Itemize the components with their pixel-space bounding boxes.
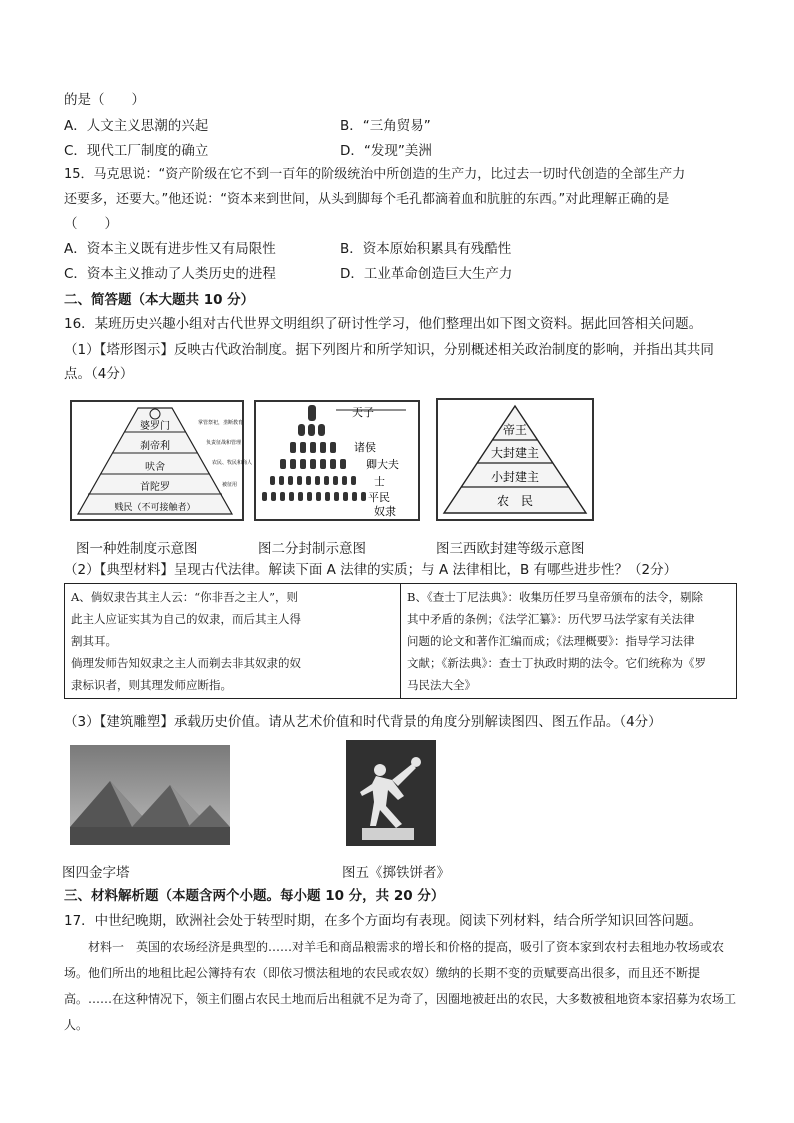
figure5-caption: 图五《掷铁饼者》 xyxy=(342,865,450,881)
caste-level-1: 婆罗门 xyxy=(140,421,170,432)
law-b-cell xyxy=(401,584,737,699)
q17-intro: 17．中世纪晚期，欧洲社会处于转型时期，在多个方面均有表现。阅读下列材料，结合所学知识回答问题。 xyxy=(64,913,703,929)
material-1: 材料一 英国的农场经济是典型的……对羊毛和商品粮需求的增长和价格的提高，吸引了资本家到农村去租地办牧场或农场。他们所出的地租比起公簿持有农（即依习惯法租地的农民或农奴）缴纳的长期不变的贡赋要高出很多，而且还不断提高。……在这种情况下，领主们圈占农民土地而后出租就不足为奇了，因圈地被赶出的农民，大多数被租地资本家招募为农场工人。 xyxy=(64,940,737,1032)
enfeoffment-label-4: 士 xyxy=(374,475,385,488)
enfeoffment-label-1: 天子 xyxy=(352,406,374,419)
caste-duty-1: 掌管祭祀，垄断教育 xyxy=(198,420,244,426)
law-a-cell xyxy=(65,584,401,699)
hierarchy-level-2: 大封建主 xyxy=(490,446,540,460)
q16-part2: （2）【典型材料】呈现古代法律。解读下面 A 法律的实质；与 A 法律相比，B 有哪些进步性？（2分） xyxy=(64,562,678,578)
figure1-caption: 图一种姓制度示意图 xyxy=(76,541,198,557)
law-b-line: 文献；《新法典》：查士丁执政时期的法令。它们统称为《罗 xyxy=(407,656,706,670)
q16-part3: （3）【建筑雕塑】承载历史价值。请从艺术价值和时代背景的角度分别解读图四、图五作品。（4分） xyxy=(64,714,662,730)
figure2-caption: 图二分封制示意图 xyxy=(258,541,366,557)
q14-option-d: D．“发现”美洲 xyxy=(340,143,432,159)
q15-line1: 15．马克思说：“资产阶级在它不到一百年的阶级统治中所创造的生产力，比过去一切时代创造的全部生产力 xyxy=(64,167,686,182)
caste-level-3: 吠舍 xyxy=(145,462,165,473)
q15-line3: （ ） xyxy=(64,216,118,232)
law-b-line: 问题的论文和著作汇编而成；《法理概要》：指导学习法律 xyxy=(407,634,695,648)
q15-option-a: A．资本主义既有进步性又有局限性 xyxy=(64,241,276,257)
enfeoffment-svg xyxy=(256,402,418,519)
caste-duty-4: 被征用 xyxy=(222,482,238,488)
hierarchy-level-4: 农 民 xyxy=(496,494,534,508)
hierarchy-level-1: 帝王 xyxy=(502,423,528,437)
law-b-line: 马民法大全》 xyxy=(407,678,476,692)
q14-option-c: C．现代工厂制度的确立 xyxy=(64,143,209,159)
law-a-line: 倘理发师告知奴隶之主人而剃去非其奴隶的奴 xyxy=(71,656,301,670)
law-b-line: 其中矛盾的条例；《法学汇纂》：历代罗马法学家有关法律 xyxy=(407,612,695,626)
figure-enfeoffment xyxy=(254,400,420,521)
caste-pyramid-svg xyxy=(72,402,253,519)
pyramids-image xyxy=(70,745,230,845)
caste-duty-2: 负责征战和管理 xyxy=(206,440,242,446)
enfeoffment-label-6: 奴隶 xyxy=(374,505,396,518)
discobolus-svg xyxy=(346,740,436,846)
caste-level-2: 刹帝利 xyxy=(140,441,170,452)
q15-option-d: D．工业革命创造巨大生产力 xyxy=(340,266,513,282)
law-a-line: A、倘奴隶告其主人云：“你非吾之主人”，则 xyxy=(71,590,299,604)
q14-option-a: A．人文主义思潮的兴起 xyxy=(64,118,209,134)
pyramids-svg xyxy=(70,745,230,845)
q14-tail: 的是（ ） xyxy=(64,92,145,108)
figure3-caption: 图三西欧封建等级示意图 xyxy=(436,541,585,557)
hierarchy-level-3: 小封建主 xyxy=(490,470,540,484)
feudal-hierarchy-svg xyxy=(438,400,592,519)
q16-intro: 16．某班历史兴趣小组对古代世界文明组织了研讨性学习，他们整理出如下图文资料。据此回答相关问题。 xyxy=(64,316,703,332)
enfeoffment-label-5: 平民 xyxy=(368,491,390,504)
enfeoffment-label-2: 诸侯 xyxy=(354,441,376,454)
figure4-caption: 图四金字塔 xyxy=(62,865,130,881)
law-comparison-table xyxy=(64,583,737,699)
caste-level-5: 贱民（不可接触者） xyxy=(114,503,196,513)
figure-caste-pyramid xyxy=(70,400,253,521)
law-a-line: 隶标识者，则其理发师应断指。 xyxy=(71,678,232,692)
q16-part1: （1）【塔形图示】反映古代政治制度。据下列图片和所学知识，分别概述相关政治制度的影响，并指出其共同点。（4分） xyxy=(64,342,714,382)
section3-title: 三、材料解析题（本题含两个小题。每小题 10 分，共 20 分） xyxy=(64,888,445,904)
caste-duty-3: 农民、牧民和商人 xyxy=(212,460,253,466)
caste-level-4: 首陀罗 xyxy=(140,482,170,493)
q14-option-b: B．“三角贸易” xyxy=(340,118,431,134)
q15-line2: 还要多，还要大。”他还说：“资本来到世间，从头到脚每个毛孔都滴着血和肮脏的东西。”对此理解正确的是 xyxy=(64,192,670,207)
figure-feudal-hierarchy xyxy=(436,398,594,521)
law-a-line: 割其耳。 xyxy=(71,634,117,648)
q15-option-b: B．资本原始积累具有残酷性 xyxy=(340,241,512,257)
enfeoffment-label-3: 卿大夫 xyxy=(366,458,399,471)
law-b-line: B、《查士丁尼法典》：收集历任罗马皇帝颁布的法令，剔除 xyxy=(407,590,703,604)
discobolus-image xyxy=(346,740,436,846)
q15-option-c: C．资本主义推动了人类历史的进程 xyxy=(64,266,276,282)
law-a-line: 此主人应证实其为自己的奴隶，而后其主人得 xyxy=(71,612,301,626)
section2-title: 二、简答题（本大题共 10 分） xyxy=(64,292,255,308)
